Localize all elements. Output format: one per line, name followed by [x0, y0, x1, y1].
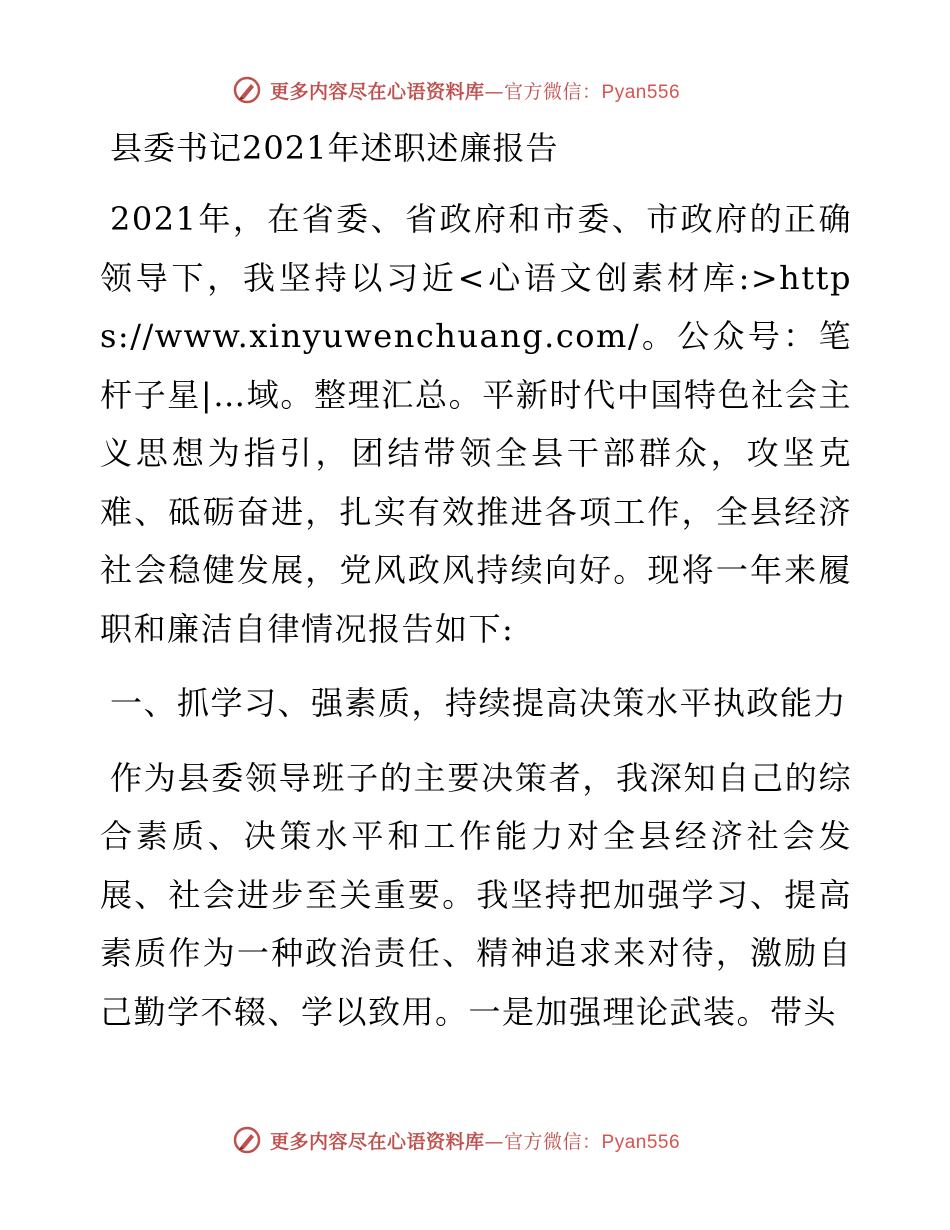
- document-body: [100, 120, 852, 1057]
- pen-logo-icon: [232, 1125, 262, 1155]
- banner-text: [270, 77, 680, 104]
- banner-wechat-label: 官方微信：: [504, 1130, 602, 1153]
- section-1-paragraph: 作为县委领导班子的主要决策者，我深知自己的综合素质、决策水平和工作能力对全县经济社会发展、社会进步至关重要。我坚持把加强学习、提高素质作为一种政治责任、精神追求来对待，激励自己勤学不辍、学以致用。一是加强理论武装。带头: [100, 758, 852, 1031]
- document-title: 县委书记2021年述职述廉报告: [110, 129, 559, 167]
- section-1-heading: 一、抓学习、强素质，持续提高决策水平执政能力: [110, 684, 848, 722]
- banner-main-text: 更多内容尽在心语资料库: [270, 1130, 485, 1153]
- banner-wechat-id: Pyan556: [601, 1131, 681, 1153]
- banner-text: [270, 1127, 680, 1154]
- banner-main-text: 更多内容尽在心语资料库: [270, 80, 485, 103]
- pen-logo-icon: [232, 75, 262, 105]
- intro-paragraph: 2021年，在省委、省政府和市委、市政府的正确领导下，我坚持以习近<心语文创素材库:>https://www.xinyuwenchuang.com/。公众号：笔杆子星|…域。整理汇总。平新时代中国特色社会主义思想为指引，团结带领全县干部群众，攻坚克难、砥砺奋进，扎实有效推进各项工作，全县经济社会稳健发展，党风政风持续向好。现将一年来履职和廉洁自律情况报告如下:: [100, 200, 852, 648]
- banner-separator: —: [484, 80, 505, 103]
- banner-separator: —: [484, 1130, 505, 1153]
- footer-watermark-banner: [232, 1122, 752, 1158]
- header-watermark-banner: [232, 72, 752, 108]
- banner-wechat-id: Pyan556: [601, 81, 681, 103]
- banner-wechat-label: 官方微信：: [504, 80, 602, 103]
